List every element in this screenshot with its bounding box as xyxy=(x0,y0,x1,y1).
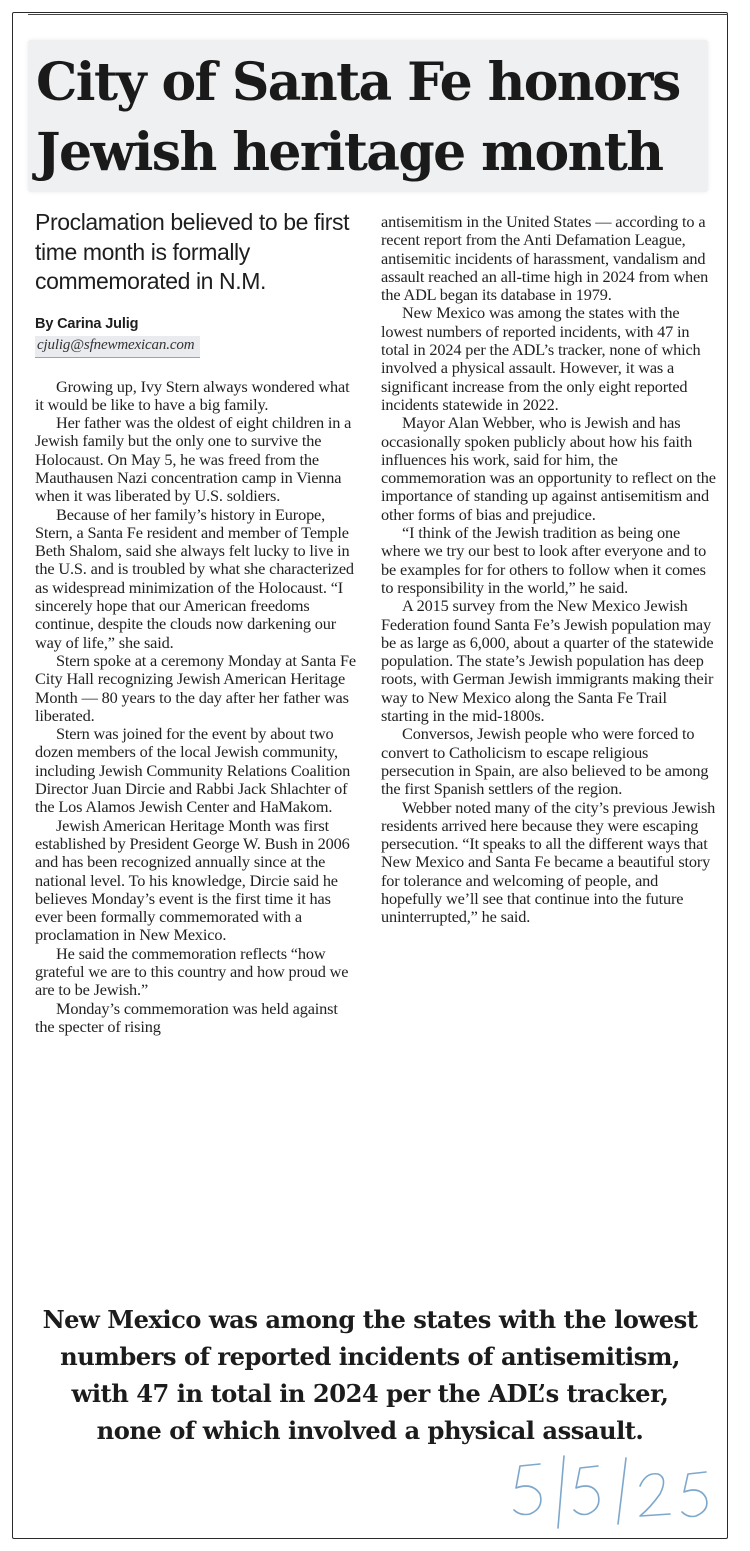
headline: City of Santa Fe honors Jewish heritage month xyxy=(36,52,680,183)
author-email: cjulig@sfnewmexican.com xyxy=(35,336,200,358)
paragraph: A 2015 survey from the New Mexico Jewish Federation found Santa Fe’s Jewish population may be as large as 6,000, about a quarter of the statewide population. The state’s Jewish population has deep roots, with German Jewish immigrants making their way to New Mexico along the Santa Fe Trail starting in the mid-1800s. xyxy=(381,596,714,726)
paragraph: Jewish American Heritage Month was first established by President George W. Bush in 2006 and has been recognized annually since at the national level. To his knowledge, Dircie said he believes Monday’s event is the first time it has ever been formally commemorated with a proclamation in New Mexico. xyxy=(35,815,350,945)
paragraph: He said the commemoration reflects “how grateful we are to this country and how proud we are to be Jewish.” xyxy=(35,943,349,1000)
paragraph: New Mexico was among the states with the lowest numbers of reported incidents, with 47 in total in 2024 per the ADL’s tracker, none of which involved a physical assault. However, it was a significant increase from the only eight reported incidents statewide in 2022. xyxy=(381,303,701,414)
paragraph: Monday’s commemoration was held against the specter of rising xyxy=(35,998,338,1036)
paragraph: Mayor Alan Webber, who is Jewish and has occasionally spoken publicly about how his faith influences his work, said for him, the commemoration was an opportunity to reflect on the importance of standing up against antisemitism and other forms of bias and prejudice. xyxy=(381,413,716,524)
paragraph: Her father was the oldest of eight children in a Jewish family but the only one to survive the Holocaust. On May 5, he was freed from the Mauthausen Nazi concentration camp in Vienna when it was liberated by U.S. soldiers. xyxy=(35,413,352,506)
deck: Proclamation believed to be first time month is formally commemorated in N.M. xyxy=(35,209,350,294)
paragraph: Conversos, Jewish people who were forced to convert to Catholicism to escape religious persecution in Spain, are also believed to be among the first Spanish settlers of the region. xyxy=(381,724,709,799)
paragraph: Because of her family’s history in Europe, Stern, a Santa Fe resident and member of Temple Beth Shalom, said she always felt lucky to live in the U.S. and is troubled by what she characterized as widespread minimization of the Holocaust. “I sincerely hope that our American freedoms continue, despite the clouds now darkening our way of life,” she said. xyxy=(35,504,354,652)
pull-quote: New Mexico was among the states with the lowest numbers of reported incidents of antisemitism, with 47 in total in 2024 per the ADL’s tracker, none of which involved a physical assault. xyxy=(42,1305,698,1445)
paragraph: Stern was joined for the event by about two dozen members of the local Jewish community, including Jewish Community Relations Coalition Director Juan Dircie and Rabbi Jack Shlachter of the Los Alamos Jewish Center and HaMakom. xyxy=(35,724,351,817)
headline-box xyxy=(28,40,708,192)
paragraph-continued: antisemitism in the United States — according to a recent report from the Anti Defamation League, antisemitic incidents of harassment, vandalism and assault reached an all-time high in 2024 from when the ADL began its database in 1979. xyxy=(381,212,709,305)
left-paragraphs xyxy=(35,378,358,1037)
article-column-left xyxy=(35,205,358,1036)
paragraph: Webber noted many of the city’s previous Jewish residents arrived here because they were escaping persecution. “It speaks to all the different ways that New Mexico and Santa Fe became a beautiful story for tolerance and welcoming of people, and hopefully we’ll see that continue into the future uninterrupted,” he said. xyxy=(381,797,716,927)
handwritten-date xyxy=(500,1450,730,1530)
paragraph: Stern spoke at a ceremony Monday at Santa Fe City Hall recognizing Jewish American Heritage Month — 80 years to the day after her father was liberated. xyxy=(35,650,356,725)
paragraph: Growing up, Ivy Stern always wondered what it would be like to have a big family. xyxy=(35,376,350,414)
article-column-right xyxy=(381,213,716,927)
top-rule xyxy=(28,14,728,15)
paragraph: “I think of the Jewish tradition as being one where we try our best to look after everyone and to be examples for for others to follow when it comes to responsibility in the world,” he said. xyxy=(381,523,707,597)
byline: By Carina Julig xyxy=(35,315,139,332)
